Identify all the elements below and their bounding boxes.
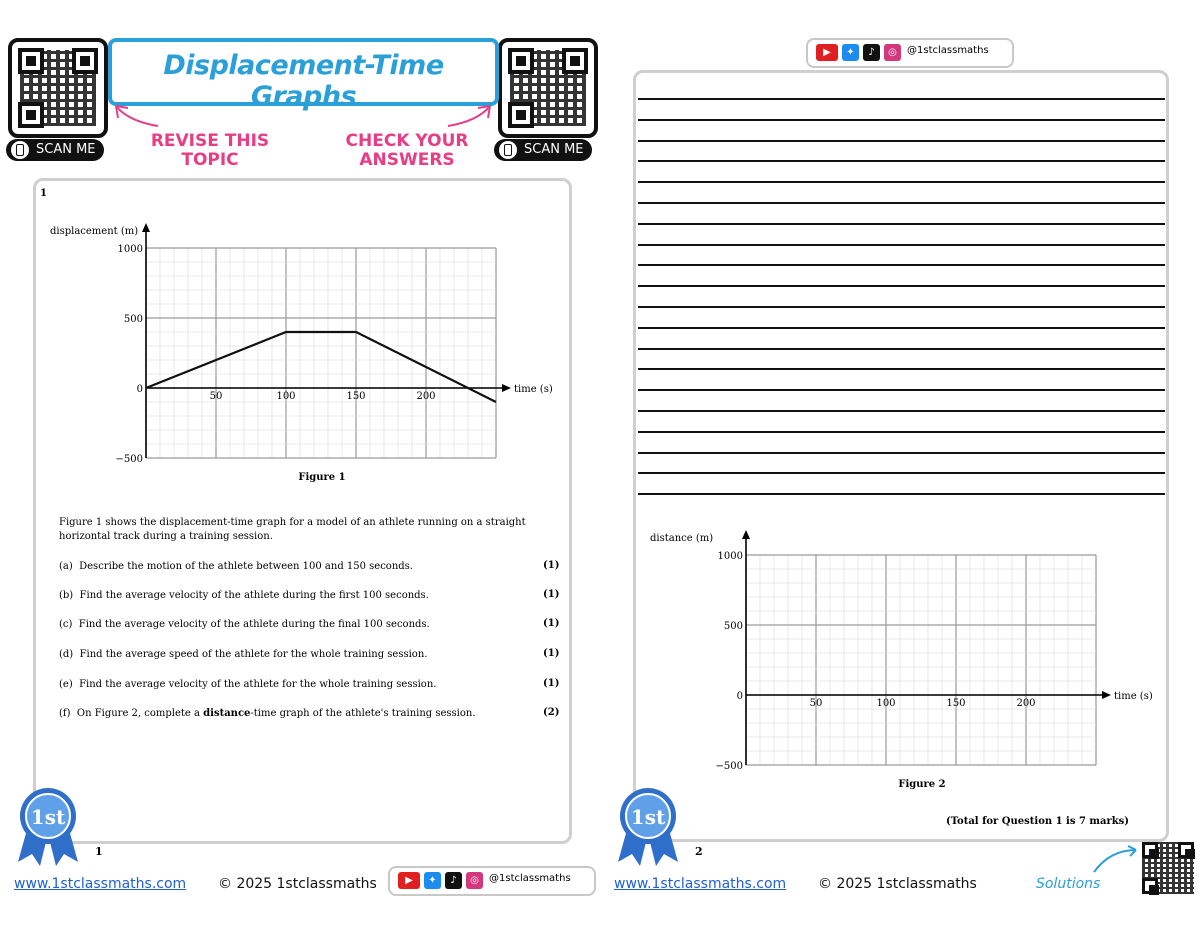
scan-me-label-left: SCAN ME [6,139,104,161]
answer-line[interactable] [638,410,1165,412]
badge-text: 1st [30,805,66,829]
answer-line[interactable] [638,119,1165,121]
page-number-right: 2 [695,845,703,858]
bluesky-icon[interactable]: ✦ [424,872,441,889]
revise-topic-prompt: REVISE THIS TOPIC [150,131,270,170]
fig2-x-axis-label: time (s) [1114,691,1153,702]
fig2-x-tick-label: 150 [946,698,966,709]
answers-qr-code[interactable] [498,38,598,138]
figure-1-caption: Figure 1 [298,472,346,483]
answer-line[interactable] [638,98,1165,100]
total-marks: (Total for Question 1 is 7 marks) [946,816,1130,827]
fig2-y-tick-label: 1000 [717,551,743,562]
answer-line[interactable] [638,160,1165,162]
answer-line[interactable] [638,452,1165,454]
fig2-x-tick-label: 100 [876,698,896,709]
fig2-x-tick-label: 200 [1016,698,1036,709]
fig1-x-tick-label: 50 [209,391,223,402]
fig1-y-tick-label: 0 [136,384,143,395]
answer-line[interactable] [638,202,1165,204]
pointer-arrows [108,96,508,136]
part-f-marks: (2) [543,707,560,718]
copyright-left: © 2025 1stclassmaths [218,876,377,892]
answer-line[interactable] [638,140,1165,142]
answer-line[interactable] [638,389,1165,391]
fig2-x-tick-label: 50 [809,698,823,709]
fig2-y-axis-arrow [742,530,750,539]
solutions-label: Solutions [1036,876,1101,892]
first-class-badge-left [14,786,82,866]
part-e-marks: (1) [543,678,560,689]
fig1-x-axis-arrow [502,384,511,392]
fig1-series-line [146,332,496,402]
check-answers-prompt: CHECK YOUR ANSWERS [345,131,469,170]
answer-line[interactable] [638,327,1165,329]
page-number-left: 1 [95,845,103,858]
tiktok-icon[interactable]: ♪ [863,44,880,61]
revise-qr-code[interactable] [8,38,108,138]
fig1-x-axis-label: time (s) [514,384,553,395]
answer-line[interactable] [638,306,1165,308]
scan-me-label-right: SCAN ME [494,139,592,161]
fig2-y-tick-label: 0 [736,691,743,702]
website-link-left[interactable]: www.1stclassmaths.com [14,876,187,892]
social-handle: @1stclassmaths [489,873,571,884]
youtube-icon[interactable]: ▶ [398,872,420,889]
instagram-icon[interactable]: ◎ [466,872,483,889]
part-f: (f) On Figure 2, complete a distance-time graph of the athlete's training session. [59,708,476,719]
bluesky-icon[interactable]: ✦ [842,44,859,61]
answer-line[interactable] [638,181,1165,183]
phone-icon [11,141,29,159]
youtube-icon[interactable]: ▶ [816,44,838,61]
fig1-y-axis-arrow [142,223,150,232]
fig1-x-tick-label: 150 [346,391,366,402]
answer-line[interactable] [638,348,1165,350]
part-a: (a) Describe the motion of the athlete between 100 and 150 seconds. [59,561,413,572]
part-c: (c) Find the average velocity of the athlete during the final 100 seconds. [59,619,430,630]
answer-line[interactable] [638,493,1165,495]
figure-1-graph [40,205,560,495]
solutions-qr-code[interactable] [1142,842,1194,894]
phone-icon [499,141,517,159]
answer-line[interactable] [638,431,1165,433]
part-b-marks: (1) [543,589,560,600]
page-title: Displacement-Time Graphs [163,50,444,112]
tiktok-icon[interactable]: ♪ [445,872,462,889]
question-number: 1 [40,188,47,199]
social-bar-left [388,866,596,896]
website-link-right[interactable]: www.1stclassmaths.com [614,876,787,892]
answer-line[interactable] [638,244,1165,246]
fig1-y-tick-label: −500 [115,454,143,465]
copyright-right: © 2025 1stclassmaths [818,876,977,892]
social-bar-top [806,38,1014,68]
instagram-icon[interactable]: ◎ [884,44,901,61]
answer-line[interactable] [638,285,1165,287]
figure-2-graph[interactable] [640,512,1160,802]
fig1-y-axis-label: displacement (m) [50,226,139,237]
answer-line[interactable] [638,472,1165,474]
fig1-x-tick-label: 100 [276,391,296,402]
part-e: (e) Find the average velocity of the athlete for the whole training session. [59,679,437,690]
part-c-marks: (1) [543,618,560,629]
question-intro: Figure 1 shows the displacement-time graph for a model of an athlete running on a straight horizontal track during a training session. [59,517,526,542]
fig2-y-tick-label: −500 [715,761,743,772]
fig1-y-tick-label: 500 [123,314,143,325]
fig2-y-tick-label: 500 [723,621,743,632]
answer-line[interactable] [638,368,1165,370]
part-d: (d) Find the average speed of the athlete for the whole training session. [59,649,428,660]
answer-line[interactable] [638,223,1165,225]
part-d-marks: (1) [543,648,560,659]
social-handle: @1stclassmaths [907,45,989,56]
fig1-y-tick-label: 1000 [117,244,143,255]
answer-line[interactable] [638,264,1165,266]
fig2-y-axis-label: distance (m) [650,533,714,544]
part-b: (b) Find the average velocity of the athlete during the first 100 seconds. [59,590,429,601]
fig1-x-tick-label: 200 [416,391,436,402]
badge-text: 1st [630,805,666,829]
figure-2-caption: Figure 2 [898,779,946,790]
solutions-arrow-icon [1090,842,1142,878]
part-a-marks: (1) [543,560,560,571]
fig2-x-axis-arrow [1102,691,1111,699]
first-class-badge-right [614,786,682,866]
